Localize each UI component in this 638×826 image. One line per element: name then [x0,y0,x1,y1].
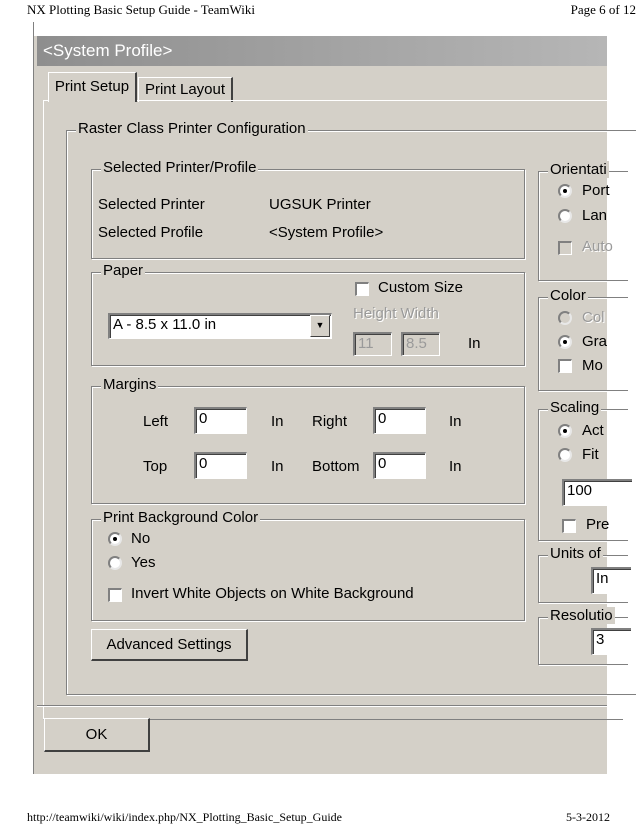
scaling-preserve-label: Pre [586,516,610,533]
orientation-legend: Orientati [550,161,607,178]
margin-top-input[interactable]: 0 [194,452,247,479]
margins-legend: Margins [103,376,157,393]
tab-print-setup[interactable]: Print Setup [48,72,137,102]
margin-top-unit: In [271,458,284,475]
units-select[interactable]: In [591,567,631,594]
margin-bottom-unit: In [449,458,462,475]
margin-right-input[interactable]: 0 [373,407,426,434]
selected-printer-legend: Selected Printer/Profile [103,159,257,176]
orientation-portrait-label: Port [582,182,610,199]
selected-printer-value: UGSUK Printer [269,196,371,213]
color-color-radio[interactable] [558,311,572,325]
scaling-actual-radio[interactable] [558,424,572,438]
background-yes-radio[interactable] [108,556,122,570]
selected-profile-value: <System Profile> [269,224,384,241]
raster-config-legend: Raster Class Printer Configuration [78,120,306,137]
orientation-landscape-radio[interactable] [558,209,572,223]
selected-printer-label: Selected Printer [98,196,205,213]
margin-left-unit: In [271,413,284,430]
screenshot-dialog [33,22,613,774]
invert-white-label: Invert White Objects on White Background [131,585,414,602]
ok-button[interactable]: OK [44,718,150,752]
paper-height-input[interactable]: 11 [353,332,392,356]
bottom-separator [37,705,607,707]
background-no-label: No [131,530,151,547]
units-legend: Units of [550,545,601,562]
color-grayscale-radio[interactable] [558,335,572,349]
margin-bottom-label: Bottom [312,458,360,475]
margin-bottom-input[interactable]: 0 [373,452,426,479]
orientation-landscape-label: Lan [582,207,608,224]
paper-size-select[interactable]: A - 8.5 x 11.0 in [108,313,332,339]
window-title: <System Profile> [37,36,607,66]
orientation-portrait-radio[interactable] [558,184,572,198]
selected-printer-group [91,169,525,259]
color-mono-checkbox[interactable] [558,359,572,373]
margin-left-label: Left [143,413,169,430]
paper-width-input[interactable]: 8.5 [401,332,440,356]
scaling-preserve-checkbox[interactable] [562,519,576,533]
page-header-number: Page 6 of 12 [570,2,636,17]
margin-right-unit: In [449,413,462,430]
scaling-fit-radio[interactable] [558,448,572,462]
background-color-legend: Print Background Color [103,509,259,526]
top-strip [34,22,607,36]
scaling-fit-label: Fit [582,446,599,463]
page-header-title: NX Plotting Basic Setup Guide - TeamWiki [27,2,255,17]
background-no-radio[interactable] [108,532,122,546]
paper-legend: Paper [103,262,144,279]
color-legend: Color [550,287,586,304]
tab-panel [43,100,623,720]
margin-right-label: Right [312,413,348,430]
resolution-legend: Resolutio [550,607,613,624]
height-width-label: Height Width [353,305,439,322]
selected-profile-label: Selected Profile [98,224,204,241]
page-footer-date: 5-3-2012 [566,810,610,824]
margin-left-input[interactable]: 0 [194,407,247,434]
scaling-actual-label: Act [582,422,604,439]
color-color-label: Col [582,309,605,326]
scaling-value-input[interactable]: 100 [562,479,632,506]
scaling-legend: Scaling [550,399,600,416]
resolution-select[interactable]: 3 [591,628,631,655]
color-grayscale-label: Gra [582,333,608,350]
page-footer-url: http://teamwiki/wiki/index.php/NX_Plotting_Basic_Setup_Guide [27,810,342,824]
custom-size-checkbox[interactable] [355,282,369,296]
tab-print-layout[interactable]: Print Layout [138,77,233,102]
advanced-settings-button[interactable]: Advanced Settings [91,629,248,661]
paper-unit-label: In [468,335,481,352]
orientation-auto-label: Auto [582,238,613,255]
margin-top-label: Top [143,458,168,475]
margins-group [91,386,525,504]
color-mono-label: Mo [582,357,603,374]
orientation-auto-checkbox[interactable] [558,241,572,255]
background-color-group [91,519,525,621]
background-yes-label: Yes [131,554,156,571]
chevron-down-icon[interactable]: ▼ [310,315,330,337]
custom-size-label: Custom Size [378,279,464,296]
invert-white-checkbox[interactable] [108,588,122,602]
